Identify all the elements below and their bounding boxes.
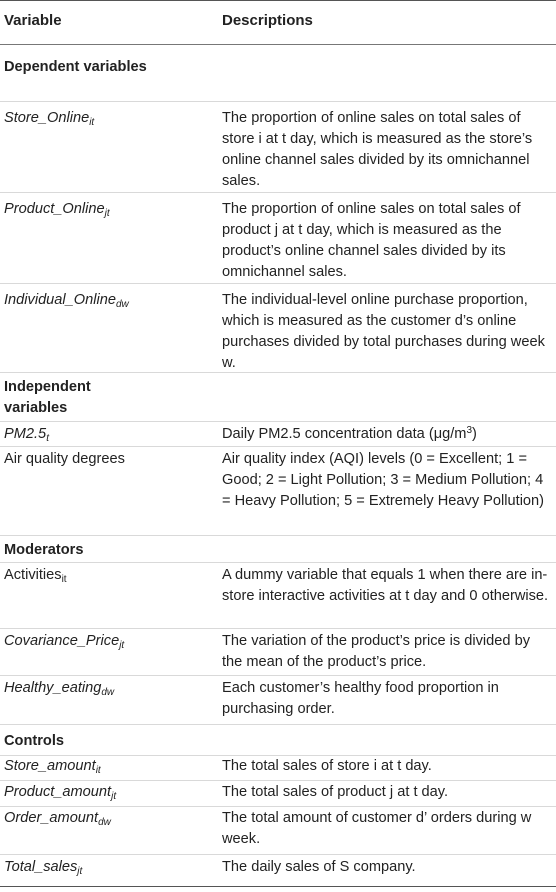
var-healthy-eating: Healthy_eating$_{dw}$ bbox=[4, 680, 115, 698]
desc-healthy-eating: Each customer’s healthy food proportion in purchasing order. bbox=[222, 680, 499, 717]
row-separator bbox=[0, 446, 556, 447]
desc-store-online: The proportion of online sales on total sales of store i at t day, which is measured as the store’s online channel sales divided by its omnichannel sales. bbox=[222, 110, 533, 189]
row-separator bbox=[0, 283, 556, 284]
var-store-online: Store_Online$_{it}$ bbox=[4, 110, 95, 128]
var-individual-online: Individual_Online$_{dw}$ bbox=[4, 292, 129, 310]
desc-covariance-price: The variation of the product’s price is divided by the mean of the product’s price. bbox=[222, 633, 530, 670]
row-separator bbox=[0, 101, 556, 102]
row-separator bbox=[0, 192, 556, 193]
section-moderators: Moderators bbox=[4, 542, 84, 558]
row-separator bbox=[0, 780, 556, 781]
var-product-online: Product_Online$_{jt}$ bbox=[4, 201, 110, 219]
desc-store-amount: The total sales of store i at t day. bbox=[222, 758, 432, 774]
header-descriptions: Descriptions bbox=[222, 12, 313, 29]
row-separator bbox=[0, 421, 556, 422]
var-covariance-price: Covariance_Price$_{jt}$ bbox=[4, 633, 125, 651]
table-header-rule bbox=[0, 44, 556, 45]
table-bottom-rule bbox=[0, 886, 556, 887]
desc-air-quality: Air quality index (AQI) levels (0 = Excellent; 1 = Good; 2 = Light Pollution; 3 = Medium Pollution; 4 = Heavy Pollution; 5 = Extremely Heavy Pollution) bbox=[222, 451, 545, 509]
var-activities: Activities$_{it}$ bbox=[4, 567, 67, 585]
var-product-amount: Product_amount$_{jt}$ bbox=[4, 784, 117, 802]
row-separator bbox=[0, 724, 556, 725]
desc-individual-online: The individual-level online purchase proportion, which is measured as the customer d’s online purchases divided by total purchases during week w. bbox=[222, 292, 545, 371]
row-separator bbox=[0, 562, 556, 563]
desc-total-sales: The daily sales of S company. bbox=[222, 859, 416, 875]
row-separator bbox=[0, 535, 556, 536]
desc-activities: A dummy variable that equals 1 when there are in-store interactive activities at t day and 0 otherwise. bbox=[222, 567, 549, 604]
var-air-quality: Air quality degrees bbox=[4, 451, 125, 467]
desc-pm25: Daily PM2.5 concentration data $(\mu g/m^3)$ bbox=[222, 425, 477, 442]
section-controls: Controls bbox=[4, 733, 64, 749]
row-separator bbox=[0, 806, 556, 807]
header-variable: Variable bbox=[4, 12, 62, 29]
section-dependent: Dependent variables bbox=[4, 59, 147, 75]
row-separator bbox=[0, 854, 556, 855]
var-pm25: $PM2.5_t$ bbox=[4, 426, 49, 444]
desc-product-online: The proportion of online sales on total sales of product j at t day, which is measured as the product’s online channel sales divided by its omnichannel sales. bbox=[222, 201, 521, 280]
var-order-amount: Order_amount$_{dw}$ bbox=[4, 810, 111, 828]
desc-order-amount: The total amount of customer d’ orders during w week. bbox=[222, 810, 532, 847]
section-independent: Independent variables bbox=[4, 379, 91, 416]
desc-product-amount: The total sales of product j at t day. bbox=[222, 784, 449, 800]
row-separator bbox=[0, 628, 556, 629]
table-top-rule bbox=[0, 0, 556, 1]
row-separator bbox=[0, 675, 556, 676]
row-separator bbox=[0, 372, 556, 373]
var-total-sales: Total_sales$_{jt}$ bbox=[4, 859, 83, 877]
var-store-amount: Store_amount$_{it}$ bbox=[4, 758, 101, 776]
